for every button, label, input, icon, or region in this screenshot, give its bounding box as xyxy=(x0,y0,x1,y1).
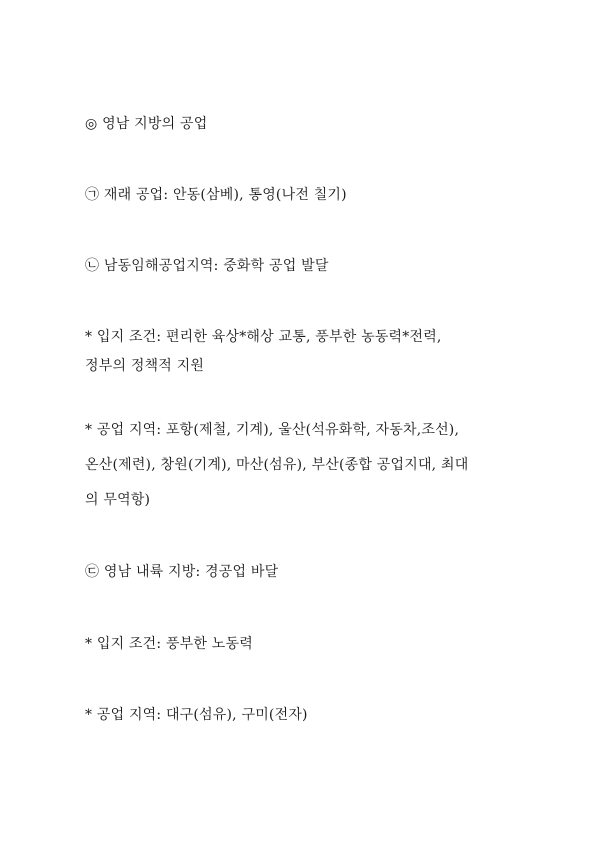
location-conditions-line: * 입지 조건: 편리한 육상*해상 교통, 풍부한 농동력*전력, xyxy=(85,329,442,345)
industrial-areas-line-cont: 온산(제련), 창원(기계), 마산(섬유), 부산(종합 공업지대, 최대 xyxy=(85,457,469,473)
inland-industrial-areas-line: * 공업 지역: 대구(섬유), 구미(전자) xyxy=(85,707,308,723)
industrial-areas-line-end: 의 무역항) xyxy=(85,492,151,508)
industrial-areas-line: * 공업 지역: 포항(제철, 기계), 울산(석유화학, 자동차,조선), xyxy=(85,422,460,438)
location-conditions-line-cont: 정부의 정책적 지원 xyxy=(85,358,205,374)
inland-region-line: ㉢ 영남 내륙 지방: 경공업 바달 xyxy=(85,564,279,580)
traditional-industry-line: ㉠ 재래 공업: 안동(삼베), 통영(나전 칠기) xyxy=(85,187,347,203)
section-heading-yeongnam-industry: ◎ 영남 지방의 공업 xyxy=(85,116,208,132)
southeast-coastal-region-line: ㉡ 남동임해공업지역: 중화학 공업 발달 xyxy=(85,258,329,274)
inland-location-conditions-line: * 입지 조건: 풍부한 노동력 xyxy=(85,636,253,652)
